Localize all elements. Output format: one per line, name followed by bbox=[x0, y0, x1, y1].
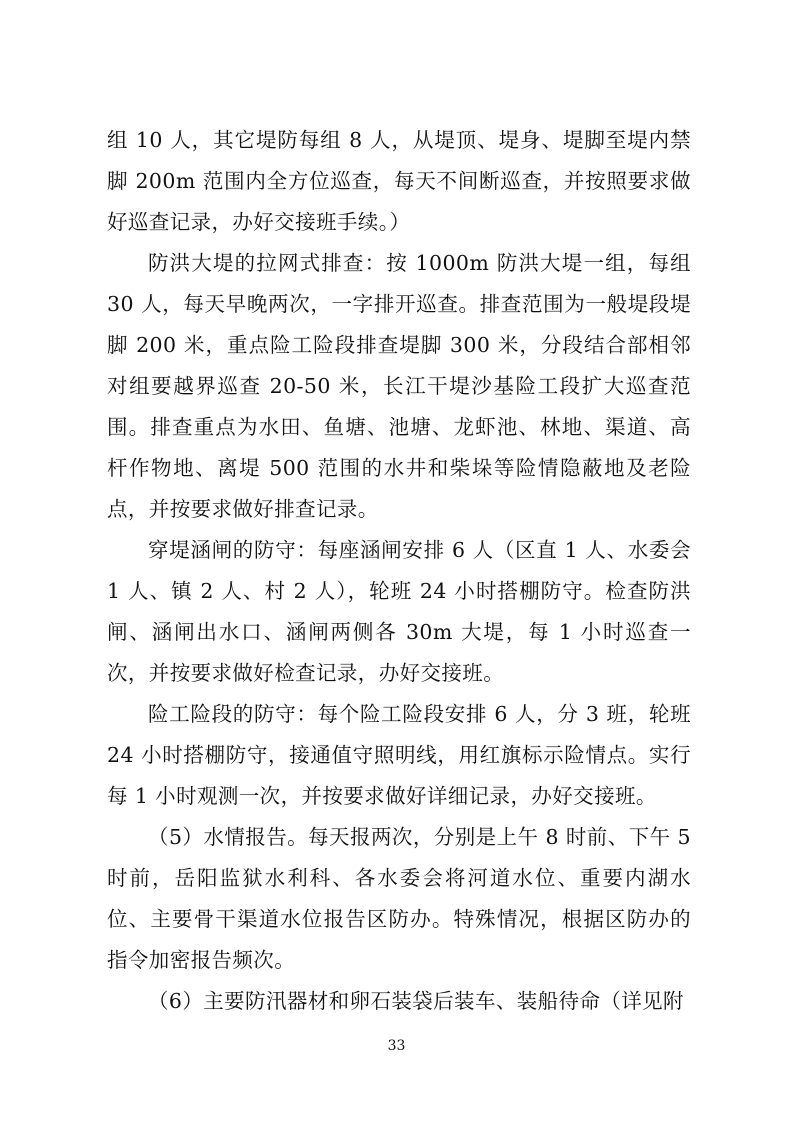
paragraph-continuation: 组 10 人，其它堤防每组 8 人，从堤顶、堤身、堤脚至堤内禁脚 200m 范围内全方位巡查，每天不间断巡查，并按照要求做好巡查记录，办好交接班手续。） bbox=[107, 128, 691, 234]
paragraph-danger-section-defense: 险工险段的防守：每个险工险段安排 6 人，分 3 班，轮班 24 小时搭棚防守，接通值守照明线，用红旗标示险情点。实行每 1 小时观测一次，并按要求做好详细记录，办好交接班。 bbox=[107, 702, 691, 808]
body-text bbox=[107, 120, 691, 1022]
paragraph-dike-net-inspection: 防洪大堤的拉网式排查：按 1000m 防洪大堤一组，每组 30 人，每天早晚两次，一字排开巡查。排查范围为一般堤段堤脚 200 米，重点险工险段排查堤脚 300 米，分段结合部相邻对组要越界巡查 20-50 米，长江干堤沙基险工段扩大巡查范围。排查重点为水田、鱼塘、池塘、龙虾池、林地、渠道、高杆作物地、离堤 500 范围的水井和柴垛等险情隐蔽地及老险点，并按要求做好排查记录。 bbox=[107, 251, 691, 521]
paragraph-water-report: （5）水情报告。每天报两次，分别是上午 8 时前、下午 5 时前，岳阳监狱水利科、各水委会将河道水位、重要内湖水位、主要骨干渠道水位报告区防办。特殊情况，根据区防办的指令加密报告频次。 bbox=[107, 825, 691, 972]
page-number: 33 bbox=[387, 1038, 406, 1054]
paragraph-materials-standby: （6）主要防汛器材和卵石装袋后装车、装船待命（详见附 bbox=[148, 989, 684, 1013]
paragraph-culvert-defense: 穿堤涵闸的防守：每座涵闸安排 6 人（区直 1 人、水委会 1 人、镇 2 人、村 2 人），轮班 24 小时搭棚防守。检查防洪闸、涵闸出水口、涵闸两侧各 30m 大堤，每 1 小时巡查一次，并按要求做好检查记录，办好交接班。 bbox=[107, 538, 691, 685]
